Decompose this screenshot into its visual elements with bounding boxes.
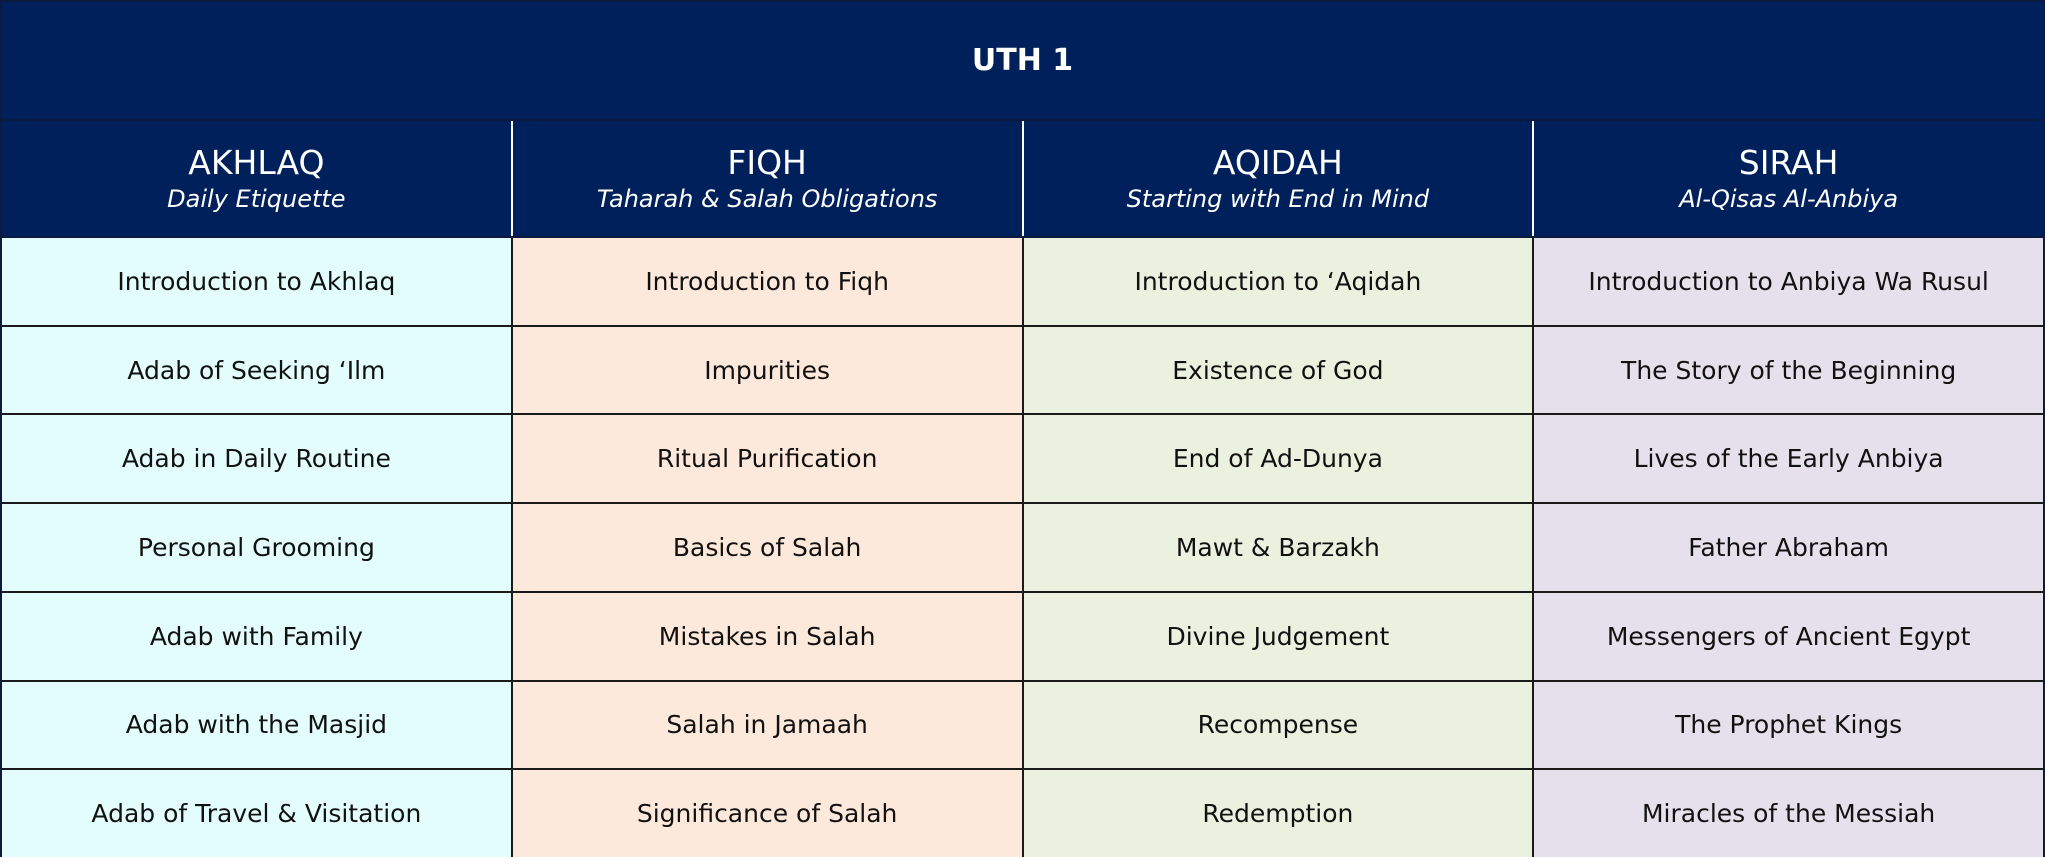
column-subtitle: Daily Etiquette [167, 184, 346, 213]
topic-cell: Divine Judgement [1024, 593, 1533, 680]
topic-cell: Introduction to ‘Aqidah [1024, 238, 1533, 325]
topic-cell: Mawt & Barzakh [1024, 504, 1533, 591]
topic-cell: Ritual Purification [513, 415, 1022, 502]
topic-cell: The Story of the Beginning [1534, 327, 2043, 414]
column-title: FIQH [727, 142, 807, 182]
topic-cell: Existence of God [1024, 327, 1533, 414]
topic-cell: Impurities [513, 327, 1022, 414]
topic-cell: Personal Grooming [2, 504, 511, 591]
column-header-row [2, 121, 2043, 236]
topic-cell: Introduction to Fiqh [513, 238, 1022, 325]
topic-cell: Adab with Family [2, 593, 511, 680]
topic-cell: Adab with the Masjid [2, 682, 511, 769]
topic-cell: Mistakes in Salah [513, 593, 1022, 680]
topic-cell: Adab of Travel & Visitation [2, 770, 511, 857]
table-title: UTH 1 [2, 2, 2043, 119]
topic-cell: Introduction to Anbiya Wa Rusul [1534, 238, 2043, 325]
column-subtitle: Al-Qisas Al-Anbiya [1679, 184, 1899, 213]
topic-cell: Redemption [1024, 770, 1533, 857]
topic-cell: End of Ad-Dunya [1024, 415, 1533, 502]
column-header-fiqh [513, 121, 1022, 236]
column-subtitle: Taharah & Salah Obligations [596, 184, 938, 213]
topic-cell: Basics of Salah [513, 504, 1022, 591]
column-header-akhlaq [2, 121, 511, 236]
column-header-aqidah [1024, 121, 1533, 236]
topic-cell: Recompense [1024, 682, 1533, 769]
column-title: AKHLAQ [188, 142, 325, 182]
column-header-sirah [1534, 121, 2043, 236]
topic-cell: Miracles of the Messiah [1534, 770, 2043, 857]
topic-cell: Significance of Salah [513, 770, 1022, 857]
topic-cell: Salah in Jamaah [513, 682, 1022, 769]
topic-grid [2, 238, 2043, 857]
topic-cell: Introduction to Akhlaq [2, 238, 511, 325]
topic-cell: Lives of the Early Anbiya [1534, 415, 2043, 502]
column-title: SIRAH [1738, 142, 1839, 182]
topic-cell: Adab in Daily Routine [2, 415, 511, 502]
topic-cell: The Prophet Kings [1534, 682, 2043, 769]
topic-cell: Father Abraham [1534, 504, 2043, 591]
column-subtitle: Starting with End in Mind [1126, 184, 1430, 213]
column-title: AQIDAH [1212, 142, 1343, 182]
topic-cell: Adab of Seeking ‘Ilm [2, 327, 511, 414]
topic-cell: Messengers of Ancient Egypt [1534, 593, 2043, 680]
